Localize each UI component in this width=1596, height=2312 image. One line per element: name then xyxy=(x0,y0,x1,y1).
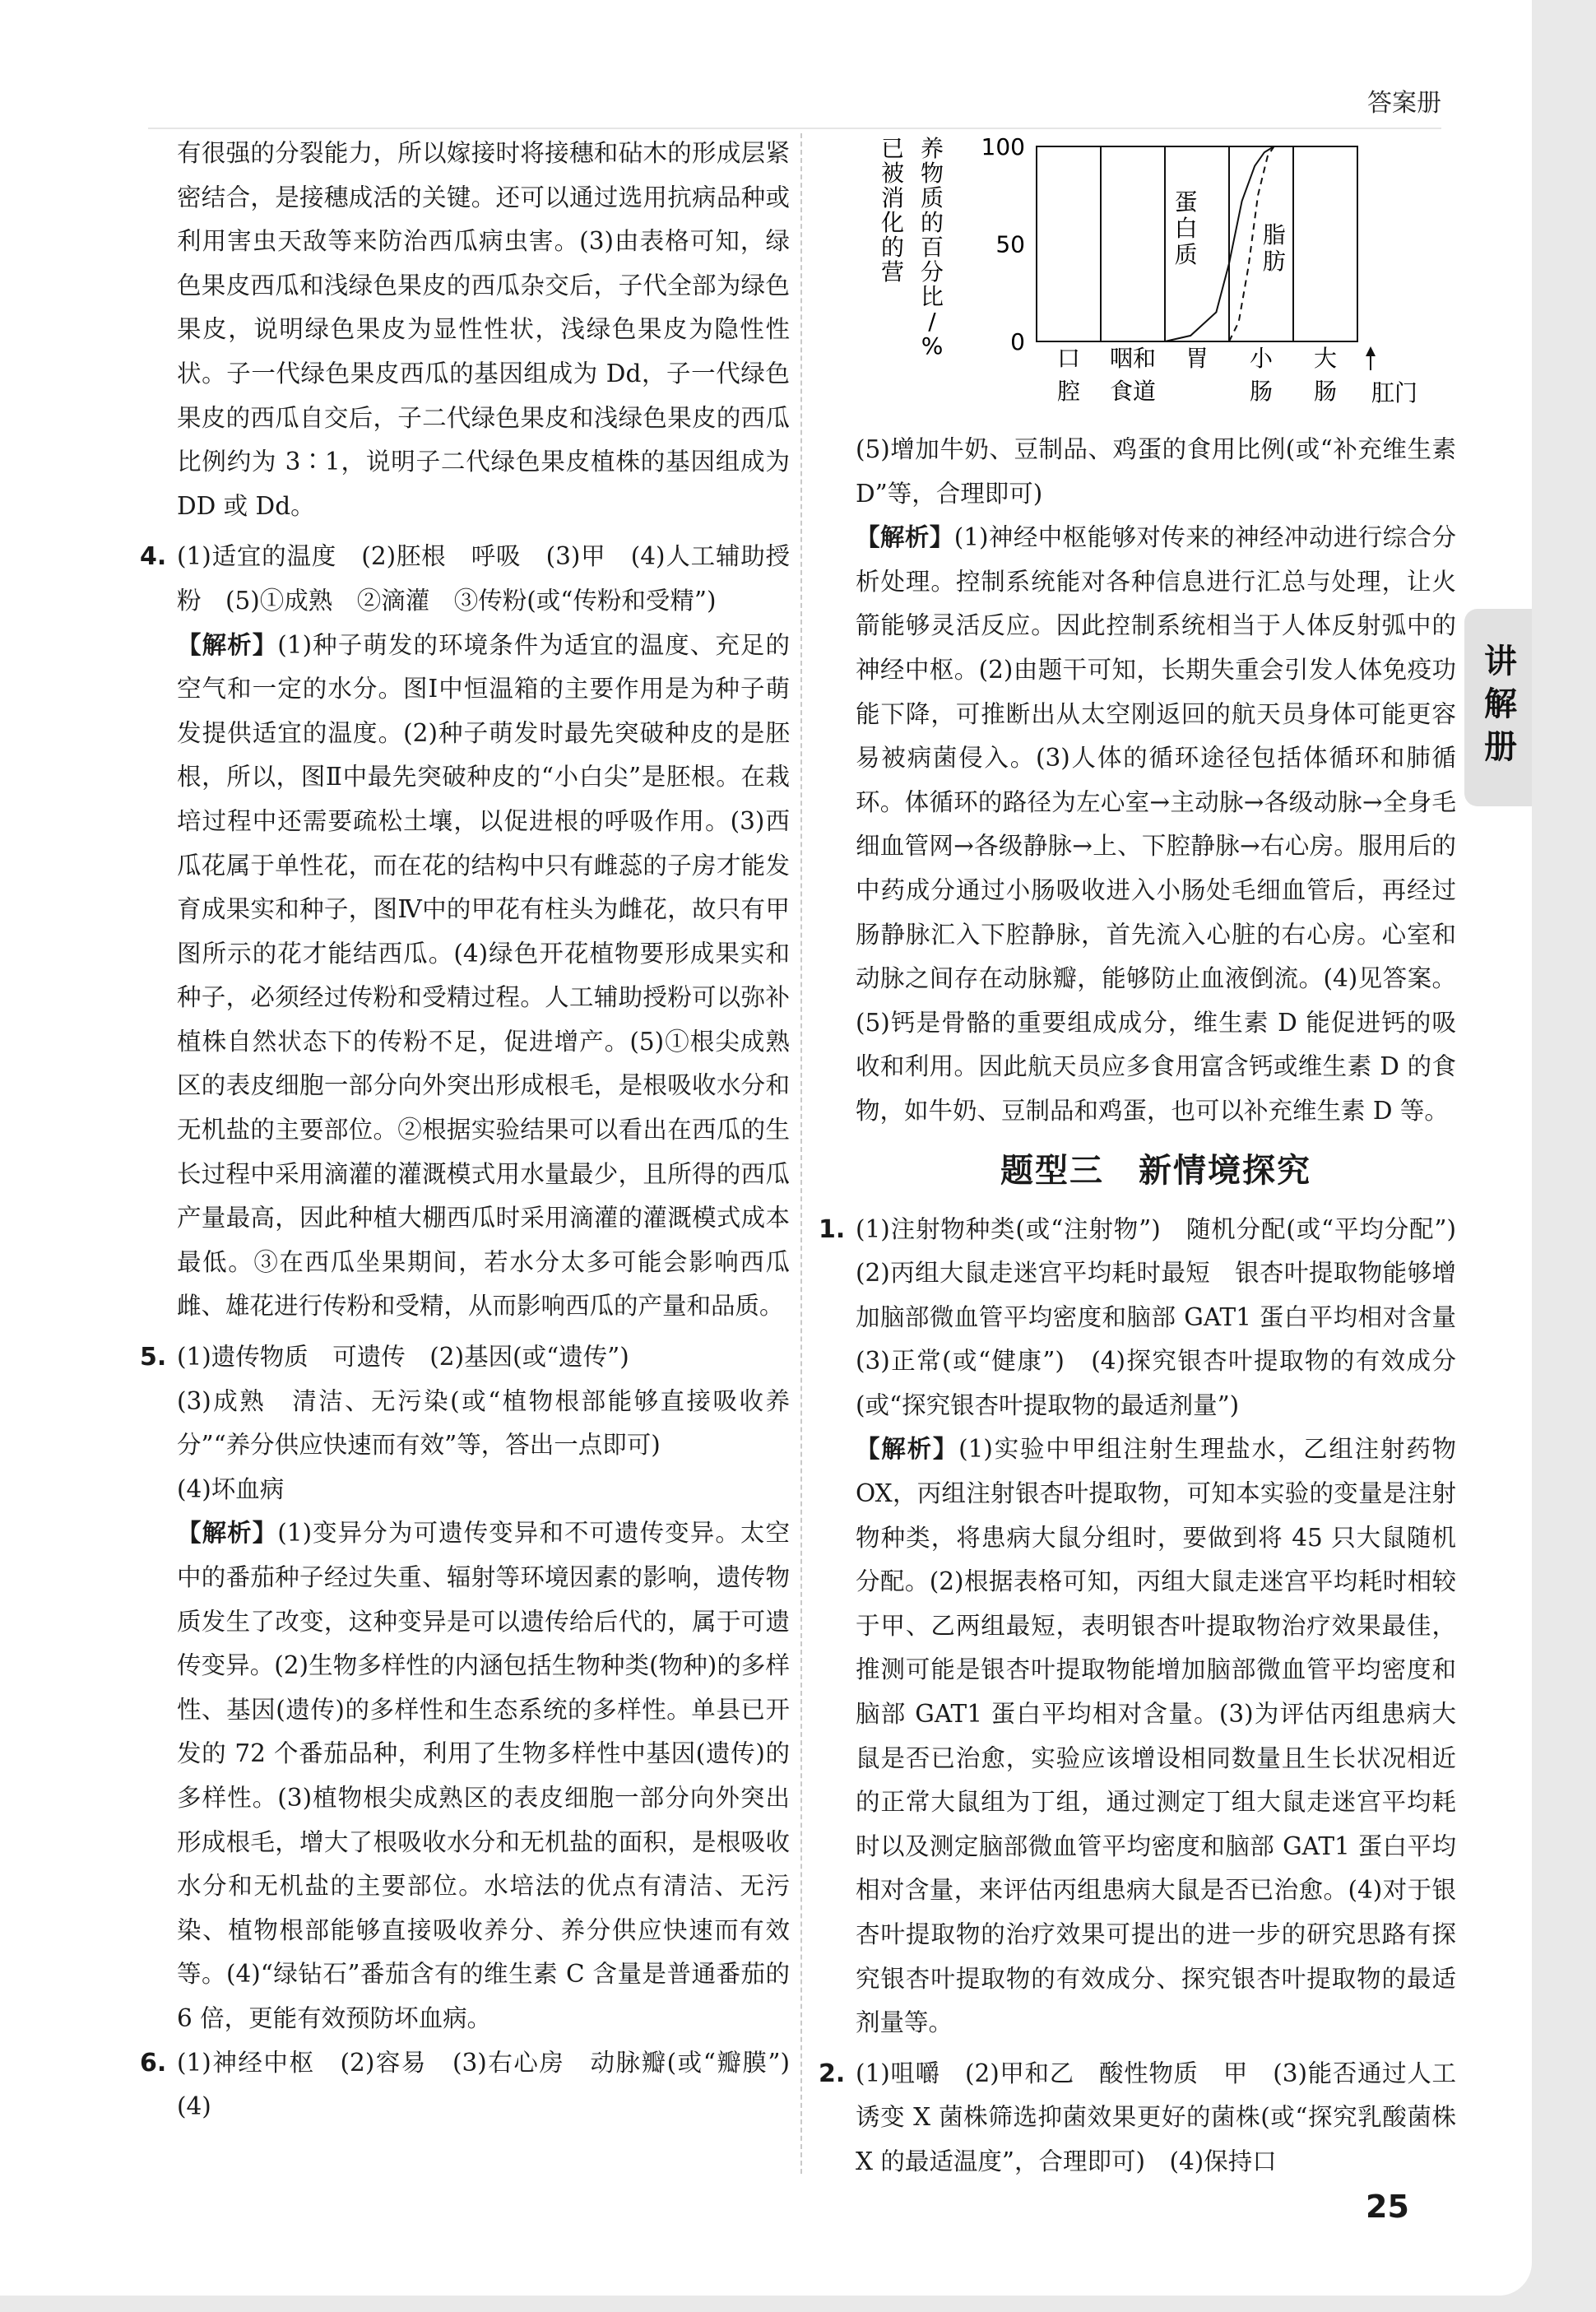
y-axis-label-char: 被 xyxy=(880,160,905,187)
q6-analysis xyxy=(856,516,1456,1133)
analysis-label: 【解析】 xyxy=(177,1519,278,1548)
x-end-label: 肛门 xyxy=(1371,379,1418,406)
q5-answer-line-3: (4)坏血病 xyxy=(177,1474,285,1503)
x-tick-label: 口 xyxy=(1056,345,1081,372)
column-divider xyxy=(800,133,802,2174)
question-number: 1. xyxy=(819,1214,846,1244)
q1-answer: (1)注射物种类(或“注射物”) 随机分配(或“平均分配”) (2)丙组大鼠走迷宫平均耗时最短 银杏叶提取物能够增加脑部微血管平均密度和脑部 GAT1 蛋白平均相对含量 (3)正常(或“健康”) (4)探究银杏叶提取物的有效成分(或“探究银杏叶提取物的最适剂量”) xyxy=(856,1214,1481,1419)
q6-answer: (1)神经中枢 (2)容易 (3)右心房 动脉瓣(或“瓣膜”) (4) xyxy=(177,2048,814,2121)
analysis-text: (1)种子萌发的环境条件为适宜的温度、充足的空气和一定的水分。图Ⅰ中恒温箱的主要作用是为种子萌发提供适宜的温度。(2)种子萌发时最先突破种皮的是胚根，所以，图Ⅱ中最先突破种皮的“小白尖”是胚根。在栽培过程中还需要疏松土壤，以促进根的呼吸作用。(3)西瓜花属于单性花，而在花的结构中只有雌蕊的子房才能发育成果实和种子，图Ⅳ中的甲花有柱头为雌花，故只有甲图所示的花才能结西瓜。(4)绿色开花植物要形成果实和种子，必须经过传粉和受精过程。人工辅助授粉可以弥补植株自然状态下的传粉不足，促进增产。(5)①根尖成熟区的表皮细胞一部分向外突出形成根毛，是根吸收水分和无机盐的主要部位。②根据实验结果可以看出在西瓜的生长过程中采用滴灌的灌溉模式用水量最少，且所得的西瓜产量最高，因此种植大棚西瓜时采用滴灌的灌溉模式成本最低。③在西瓜坐果期间，若水分太多可能会影响西瓜雌、雄花进行传粉和受精，从而影响西瓜的产量和品质。 xyxy=(177,630,790,1321)
left-column xyxy=(140,132,814,2129)
x-tick-label: 小 xyxy=(1249,345,1274,372)
question-number: 2. xyxy=(819,2059,846,2088)
question-number: 5. xyxy=(140,1343,167,1372)
q2-answer: (1)咀嚼 (2)甲和乙 酸性物质 甲 (3)能否通过人工诱变 X 菌株筛选抑菌效果更好的菌株(或“探究乳酸菌株 X 的最适温度”，合理即可) (4)保持口 xyxy=(856,2059,1456,2175)
y-axis-label-char: 的 xyxy=(880,234,905,261)
question-4 xyxy=(140,535,790,1329)
series-label-char: 白 xyxy=(1174,215,1198,242)
header-label: 答案册 xyxy=(1367,89,1441,118)
q5-analysis xyxy=(177,1511,790,2040)
q1-analysis xyxy=(856,1428,1456,2045)
x-tick-label: 食道 xyxy=(1109,378,1157,405)
series-label-char: 蛋 xyxy=(1174,188,1198,216)
analysis-label: 【解析】 xyxy=(177,630,278,659)
y-axis-label-char: 分 xyxy=(920,258,944,286)
q3-continuation: 有很强的分裂能力，所以嫁接时将接穗和砧木的形成层紧密结合，是接穗成活的关键。还可以通过选用抗病品种或利用害虫天敌等来防治西瓜病虫害。(3)由表格可知，绿色果皮西瓜和浅绿色果皮的西瓜杂交后，子代全部为绿色果皮，说明绿色果皮为显性性状，浅绿色果皮为隐性性状。子一代绿色果皮西瓜的基因组成为 Dd，子一代绿色果皮的西瓜自交后，子二代绿色果皮和浅绿色果皮的西瓜比例约为 3∶1，说明子二代绿色果皮植株的基因组成为 DD 或 Dd。 xyxy=(177,139,790,520)
question-number: 4. xyxy=(140,542,167,572)
y-axis-label-char: 的 xyxy=(920,209,944,236)
y-axis-label-char: / xyxy=(928,308,936,335)
q4-answer: (1)适宜的温度 (2)胚根 呼吸 (3)甲 (4)人工辅助授粉 (5)①成熟 ②滴灌 ③传粉(或“传粉和受精”) xyxy=(177,542,790,615)
question-5 xyxy=(140,1335,790,2041)
analysis-label: 【解析】 xyxy=(856,1435,959,1464)
series-label-char: 质 xyxy=(1174,241,1198,268)
x-tick-label: 肠 xyxy=(1313,378,1338,405)
q5-answer-line-2: (3)成熟 清洁、无污染(或“植物根部能够直接吸收养分”“养分供应快速而有效”等，答出一点即可) xyxy=(177,1386,790,1460)
analysis-text: (1)变异分为可遗传变异和不可遗传变异。太空中的番茄种子经过失重、辐射等环境因素的影响，遗传物质发生了改变，这种变异是可以遗传给后代的，属于可遗传变异。(2)生物多样性的内涵包括生物种类(物种)的多样性、基因(遗传)的多样性和生态系统的多样性。单县已开发的 72 个番茄品种，利用了生物多样性中基因(遗传)的多样性。(3)植物根尖成熟区的表皮细胞一部分向外突出形成根毛，增大了根吸收水分和无机盐的面积，是根吸收水分和无机盐的主要部位。水培法的优点有清洁、无污染、植物根部能够直接吸收养分、养分供应快速而有效等。(4)“绿钻石”番茄含有的维生素 C 含量是普通番茄的 6 倍，更能有效预防坏血病。 xyxy=(177,1519,790,2032)
series-label-char: 肪 xyxy=(1262,248,1286,275)
q4-analysis xyxy=(177,624,790,1330)
x-tick-label: 大 xyxy=(1313,345,1338,372)
header-divider xyxy=(148,128,1441,129)
side-tab-label: 讲解册 xyxy=(1478,643,1517,772)
page-number: 25 xyxy=(1366,2189,1409,2225)
question-number: 6. xyxy=(140,2048,167,2078)
q5-answer-line-1: (1)遗传物质 可遗传 (2)基因(或“遗传”) xyxy=(177,1343,629,1372)
right-column xyxy=(819,132,1481,2184)
y-axis-label-char: 消 xyxy=(880,184,905,211)
question-6 xyxy=(140,2041,814,2129)
analysis-text: (1)实验中甲组注射生理盐水，乙组注射药物 OX，丙组注射银杏叶提取物，可知本实验的变量是注射物种类，将患病大鼠分组时，要做到将 45 只大鼠随机分配。(2)根据表格可知，丙组大鼠走迷宫平均耗时相较于甲、乙两组最短，表明银杏叶提取物治疗效果最佳，推测可能是银杏叶提取物能增加脑部微血管平均密度和脑部 GAT1 蛋白平均相对含量。(3)为评估丙组患病大鼠是否已治愈，实验应该增设相同数量且生长状况相近的正常大鼠组为丁组，通过测定丁组大鼠走迷宫平均耗时以及测定脑部微血管平均密度和脑部 GAT1 蛋白平均相对含量，来评估丙组患病大鼠是否已治愈。(4)对于银杏叶提取物的治疗效果可提出的进一步的研究思路有探究银杏叶提取物的有效成分、探究银杏叶提取物的最适剂量等。 xyxy=(856,1435,1456,2037)
y-tick-label: 100 xyxy=(981,133,1025,160)
question-1 xyxy=(819,1208,1481,2045)
analysis-label: 【解析】 xyxy=(856,523,954,552)
x-tick-label: 胃 xyxy=(1185,345,1209,372)
analysis-text: (1)神经中枢能够对传来的神经冲动进行综合分析处理。控制系统能对各种信息进行汇总与处理，让火箭能够灵活反应。因此控制系统相当于人体反射弧中的神经中枢。(2)由题干可知，长期失重会引发人体免疫功能下降，可推断出从太空刚返回的航天员身体可能更容易被病菌侵入。(3)人体的循环途径包括体循环和肺循环。体循环的路径为左心室→主动脉→各级动脉→全身毛细血管网→各级静脉→上、下腔静脉→右心房。服用后的中药成分通过小肠吸收进入小肠处毛细血管后，再经过肠静脉汇入下腔静脉，首先流入心脏的右心房。心室和动脉之间存在动脉瓣，能够防止血液倒流。(4)见答案。(5)钙是骨骼的重要组成成分，维生素 D 能促进钙的吸收和利用。因此航天员应多食用富含钙或维生素 D 的食物，如牛奶、豆制品和鸡蛋，也可以补充维生素 D 等。 xyxy=(856,523,1456,1125)
digestion-chart xyxy=(856,132,1456,428)
x-tick-label: 腔 xyxy=(1056,378,1081,405)
y-axis-label-char: 百 xyxy=(920,234,944,261)
digestion-chart-svg xyxy=(856,132,1456,428)
x-tick-label: 肠 xyxy=(1249,378,1274,405)
y-tick-label: 0 xyxy=(1010,328,1025,355)
q6-answer-continuation: (5)增加牛奶、豆制品、鸡蛋的食用比例(或“补充维生素 D”等，合理即可) xyxy=(856,435,1456,508)
section-title: 题型三 新情境探究 xyxy=(1000,1151,1311,1190)
y-axis-label-char: 化 xyxy=(880,209,905,236)
y-axis-label-char: 已 xyxy=(880,135,905,162)
y-axis-label-char: 质 xyxy=(920,184,944,211)
y-axis-label-char: 养 xyxy=(920,135,944,162)
series-label-char: 脂 xyxy=(1262,221,1286,248)
anus-arrow-head xyxy=(1366,346,1376,356)
side-tab[interactable] xyxy=(1464,609,1532,806)
y-axis-label-char: % xyxy=(921,332,944,360)
question-2 xyxy=(819,2052,1456,2184)
x-tick-label: 咽和 xyxy=(1109,345,1157,372)
y-axis-label-char: 物 xyxy=(920,160,944,187)
y-tick-label: 50 xyxy=(995,230,1025,258)
y-axis-label-char: 比 xyxy=(920,283,944,310)
y-axis-label-char: 营 xyxy=(880,258,905,286)
